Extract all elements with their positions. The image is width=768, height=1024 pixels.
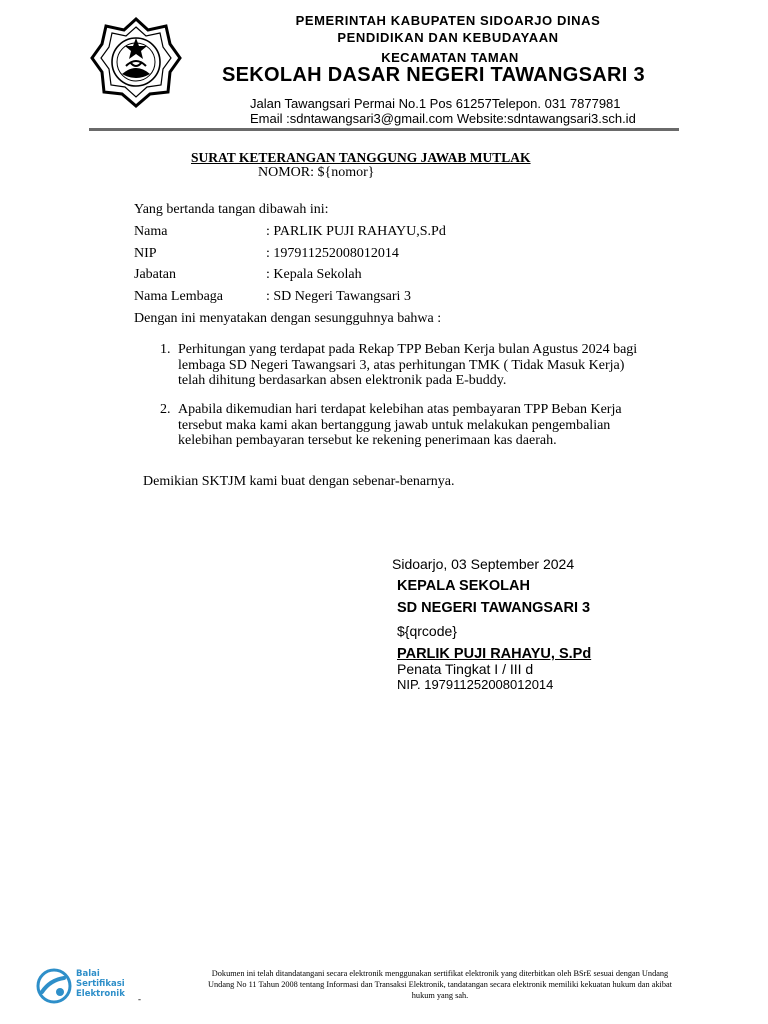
statement-text: Dengan ini menyatakan dengan sesungguhnya bahwa :	[134, 311, 442, 326]
field-label: NIP	[134, 246, 157, 261]
list-number: 2.	[160, 402, 171, 417]
letterhead-divider	[89, 128, 679, 131]
school-name-heading: SEKOLAH DASAR NEGERI TAWANGSARI 3	[222, 64, 645, 86]
field-value: : Kepala Sekolah	[266, 267, 362, 282]
footer-line: hukum yang sah.	[411, 991, 469, 1000]
letterhead-line-3: KECAMATAN TAMAN	[381, 50, 519, 65]
list-item-line: telah dihitung berdasarkan absen elektronik pada E-buddy.	[178, 373, 507, 388]
field-value: : SD Negeri Tawangsari 3	[266, 289, 411, 304]
signatory-rank: Penata Tingkat I / III d	[397, 661, 534, 677]
bsre-logo	[36, 966, 136, 1006]
field-value: : PARLIK PUJI RAHAYU,S.Pd	[266, 224, 446, 239]
list-item-line: lembaga SD Negeri Tawangsari 3, atas perhitungan TMK ( Tidak Masuk Kerja)	[178, 357, 625, 373]
bsre-logo-text: Sertifikasi	[76, 979, 125, 989]
letterhead-line-1: PEMERINTAH KABUPATEN SIDOARJO DINAS	[295, 13, 601, 28]
list-item-line: Perhitungan yang terdapat pada Rekap TPP Beban Kerja bulan Agustus 2024 bagi	[178, 342, 638, 357]
footer-dash: -	[138, 994, 141, 1004]
regency-crest-icon	[90, 16, 182, 108]
school-address: Jalan Tawangsari Permai No.1 Pos 61257Telepon. 031 7877981	[250, 96, 621, 111]
field-label: Nama	[134, 224, 168, 239]
bsre-logo-text: Balai	[76, 969, 100, 979]
footer-line: Dokumen ini telah ditandatangani secara elektronik menggunakan sertifikat elektronik yang diterbitkan oleh BSrE sesuai dengan Undang	[211, 969, 669, 978]
intro-text: Yang bertanda tangan dibawah ini:	[134, 202, 329, 217]
bsre-logo-icon	[36, 968, 72, 1004]
footer-disclaimer	[150, 968, 730, 1001]
list-item-body	[178, 402, 678, 449]
qrcode-placeholder: ${qrcode}	[397, 623, 457, 639]
signatory-name: PARLIK PUJI RAHAYU, S.Pd	[397, 646, 592, 662]
signatory-nip: NIP. 197911252008012014	[397, 677, 554, 692]
signature-place-date: Sidoarjo, 03 September 2024	[392, 556, 575, 572]
list-number: 1.	[160, 342, 171, 357]
field-label: Jabatan	[134, 267, 176, 282]
list-item-line: kelebihan pembayaran tersebut ke rekening penerimaan kas daerah.	[178, 433, 557, 448]
list-item-line: Apabila dikemudian hari terdapat kelebihan atas pembayaran TPP Beban Kerja	[178, 402, 622, 417]
school-contact: Email :sdntawangsari3@gmail.com Website:sdntawangsari3.sch.id	[250, 111, 636, 126]
list-item-line: tersebut maka kami akan bertanggung jawab untuk melakukan pengembalian	[178, 417, 611, 433]
signature-role: KEPALA SEKOLAH	[397, 578, 530, 594]
footer-line: Undang No 11 Tahun 2008 tentang Informasi dan Transaksi Elektronik, tandatangan secara elektronik memiliki kekuatan hukum dan akibat	[208, 980, 672, 989]
field-value: : 197911252008012014	[266, 246, 399, 261]
signature-school: SD NEGERI TAWANGSARI 3	[397, 600, 591, 616]
letterhead-line-2: PENDIDIKAN DAN KEBUDAYAAN	[337, 30, 559, 45]
bsre-logo-text: Elektronik	[76, 989, 125, 999]
document-title: SURAT KETERANGAN TANGGUNG JAWAB MUTLAK	[191, 150, 531, 165]
list-item-body	[178, 342, 678, 389]
closing-text: Demikian SKTJM kami buat dengan sebenar-benarnya.	[143, 474, 455, 489]
document-number: NOMOR: ${nomor}	[258, 165, 375, 180]
field-label: Nama Lembaga	[134, 289, 224, 304]
